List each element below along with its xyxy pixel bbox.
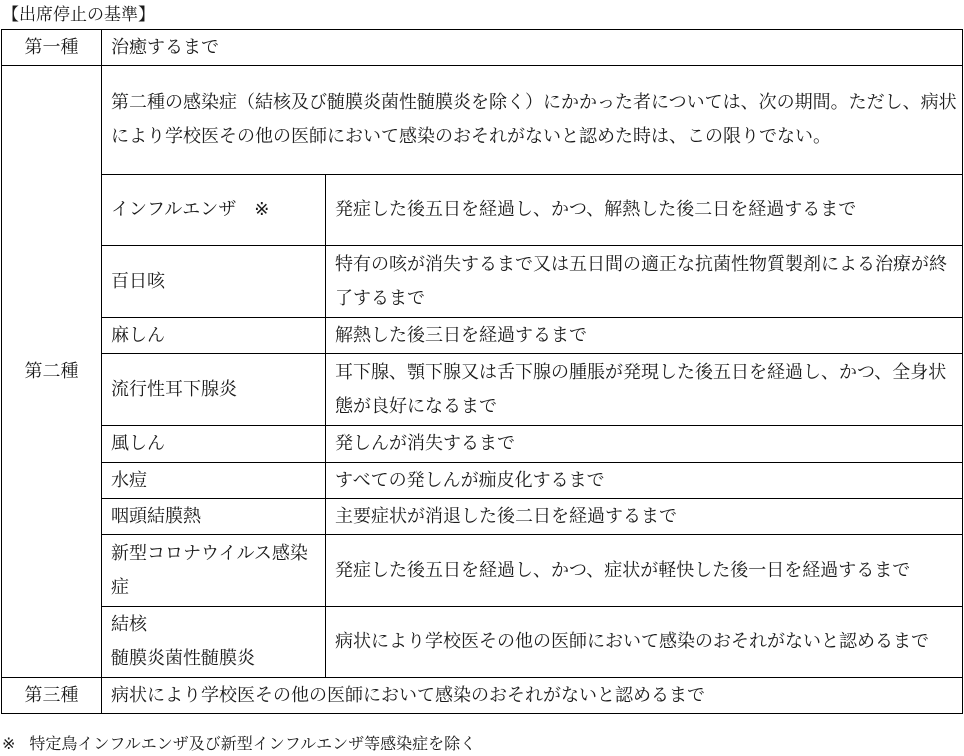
disease-name: 風しん — [102, 426, 326, 463]
disease-criterion: 病状により学校医その他の医師において感染のおそれがないと認めるまで — [326, 607, 963, 678]
table-row — [2, 175, 963, 246]
table-row-first-type — [2, 30, 963, 66]
criterion-third-type: 病状により学校医その他の医師において感染のおそれがないと認めるまで — [102, 678, 963, 714]
table-row — [2, 463, 963, 499]
second-type-intro: 第二種の感染症（結核及び髄膜炎菌性髄膜炎を除く）にかかった者については、次の期間。ただし、病状により学校医その他の医師において感染のおそれがないと認めた時は、この限りでない。 — [102, 66, 963, 175]
table-row — [2, 535, 963, 607]
category-second-type: 第二種 — [2, 66, 102, 678]
disease-criterion: 発症した後五日を経過し、かつ、症状が軽快した後一日を経過するまで — [326, 535, 963, 607]
disease-name-line: 結核 — [111, 614, 147, 635]
table-row — [2, 354, 963, 426]
footnote-text: 特定鳥インフルエンザ及び新型インフルエンザ等感染症を除く — [29, 734, 477, 753]
disease-name: 水痘 — [102, 463, 326, 499]
table-row — [2, 607, 963, 678]
disease-name: 新型コロナウイルス感染症 — [102, 535, 326, 607]
category-third-type: 第三種 — [2, 678, 102, 714]
disease-name-line: 髄膜炎菌性髄膜炎 — [111, 648, 255, 669]
disease-name: 流行性耳下腺炎 — [102, 354, 326, 426]
disease-name: 咽頭結膜熱 — [102, 499, 326, 535]
disease-criterion: 耳下腺、顎下腺又は舌下腺の腫脹が発現した後五日を経過し、かつ、全身状態が良好になるまで — [326, 354, 963, 426]
disease-criterion: 発症した後五日を経過し、かつ、解熱した後二日を経過するまで — [326, 175, 963, 246]
disease-name: 麻しん — [102, 318, 326, 354]
table-row — [2, 318, 963, 354]
table-row — [2, 246, 963, 318]
attendance-suspension-table — [1, 29, 963, 714]
table-row-third-type — [2, 678, 963, 714]
disease-name: 百日咳 — [102, 246, 326, 318]
disease-name — [102, 607, 326, 678]
footnote — [2, 733, 476, 755]
disease-criterion: 解熱した後三日を経過するまで — [326, 318, 963, 354]
disease-criterion: すべての発しんが痂皮化するまで — [326, 463, 963, 499]
table-row-second-intro — [2, 66, 963, 175]
disease-name: インフルエンザ ※ — [102, 175, 326, 246]
page-title: 【出席停止の基準】 — [2, 5, 155, 25]
table-row — [2, 499, 963, 535]
table-row — [2, 426, 963, 463]
disease-criterion: 特有の咳が消失するまで又は五日間の適正な抗菌性物質製剤による治療が終了するまで — [326, 246, 963, 318]
disease-criterion: 発しんが消失するまで — [326, 426, 963, 463]
criterion-first-type: 治癒するまで — [102, 30, 963, 66]
footnote-mark: ※ — [2, 734, 16, 753]
disease-criterion: 主要症状が消退した後二日を経過するまで — [326, 499, 963, 535]
category-first-type: 第一種 — [2, 30, 102, 66]
